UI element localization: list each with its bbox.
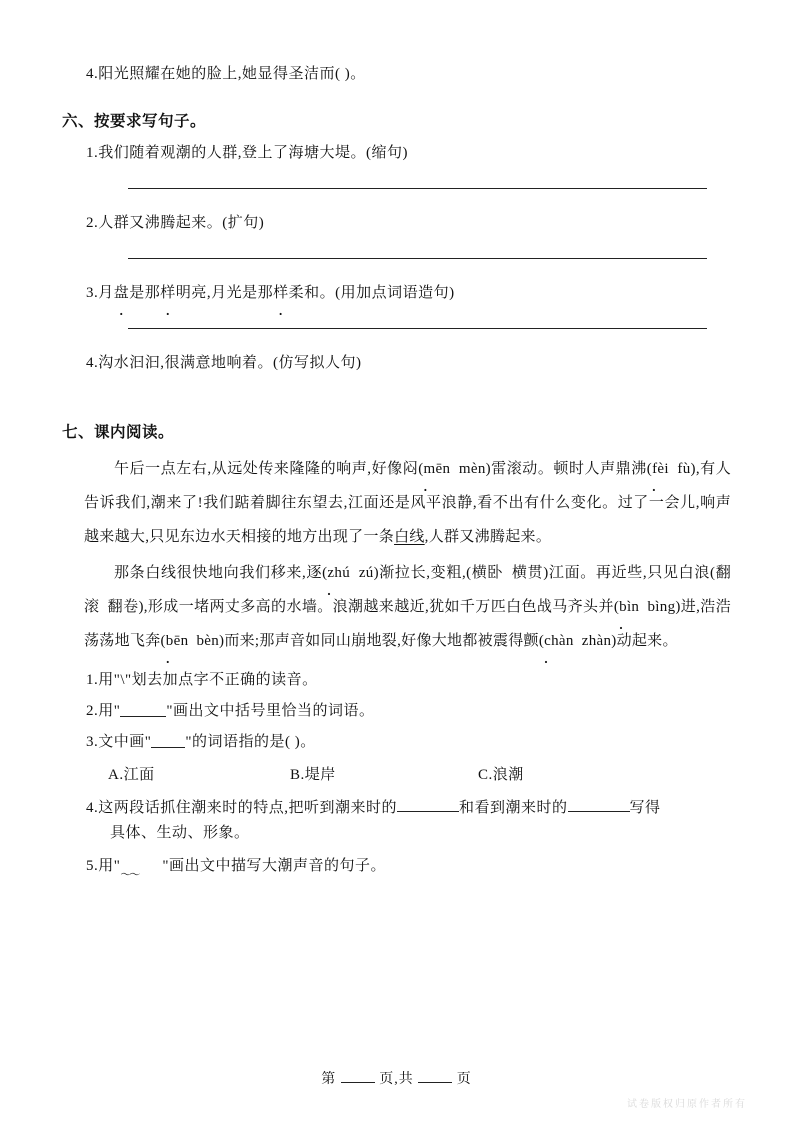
reading-paragraph-2: 那条白线很快地向我们移来,逐(zhú zú)渐拉长,变粗,(横卧 横贯)江面。再近些,只见白浪(翻滚 翻卷),形成一堵两丈多高的水墙。浪潮越来越近,犹如千万匹白色战马齐头并(bìn bìng)进,浩浩荡荡地飞奔(bēn bèn)而来;那声音如同山崩地裂,好像大地都被震得颤(chàn zhàn)动起来。: [84, 565, 731, 649]
reading-question-3-options: [108, 763, 731, 784]
reading-passage: [62, 452, 731, 658]
reading-question-1: 1.用"\"划去加点字不正确的读音。: [86, 672, 318, 688]
watermark: 试卷版权归原作者所有: [627, 1099, 747, 1110]
answer-line-2[interactable]: [128, 258, 707, 259]
fill-blank[interactable]: [397, 811, 459, 812]
section-seven-title: 七、课内阅读。: [62, 424, 175, 441]
section-six-item-3: 3.月盘是那样明亮,月光是那样柔和。(用加点词语造句): [86, 285, 455, 301]
section-six-item-4: 4.沟水汩汩,很满意地响着。(仿写拟人句): [86, 355, 362, 371]
page-footer: [0, 1068, 793, 1088]
reading-question-4: 4.这两段话抓住潮来时的特点,把听到潮来时的 和看到潮来时的 写得: [86, 800, 661, 816]
reading-paragraph-1: 午后一点左右,从远处传来隆隆的响声,好像闷(mēn mèn)雷滚动。顿时人声鼎沸(fèi fù),有人告诉我们,潮来了!我们踮着脚往东望去,江面还是风平浪静,看不出有什么变化。过了一会儿,响声越来越大,只见东边水天相接的地方出现了一条白线,人群又沸腾起来。: [84, 461, 731, 545]
reading-question-3: 3.文中画" "的词语指的是( )。: [86, 734, 316, 750]
reading-question-4-continued: 具体、生动、形象。: [110, 825, 250, 841]
footer-prefix: 第: [321, 1072, 337, 1087]
section-six-item-1: 1.我们随着观潮的人群,登上了海塘大堤。(缩句): [86, 145, 408, 161]
answer-line-3[interactable]: [128, 328, 707, 329]
option-c[interactable]: C.浪潮: [478, 767, 524, 783]
footer-page-blank: [341, 1082, 375, 1083]
footer-suffix: 页: [456, 1072, 472, 1087]
reading-question-5: 5.用" "画出文中描写大潮声音的句子。: [86, 858, 386, 874]
fill-blank[interactable]: [568, 811, 630, 812]
answer-line-1[interactable]: [128, 188, 707, 189]
option-b[interactable]: B.堤岸: [290, 767, 336, 783]
footer-total-blank: [418, 1082, 452, 1083]
reading-question-2: 2.用" "画出文中括号里恰当的词语。: [86, 703, 375, 719]
top-question: 4.阳光照耀在她的脸上,她显得圣洁而( )。: [86, 66, 366, 82]
blank-underline: [120, 716, 166, 717]
footer-middle: 页,共: [379, 1072, 414, 1087]
blank-underline: [151, 747, 185, 748]
section-six-item-2: 2.人群又沸腾起来。(扩句): [86, 215, 265, 231]
underlined-term: 白线: [394, 529, 425, 545]
section-six-title: 六、按要求写句子。: [62, 113, 207, 130]
option-a[interactable]: A.江面: [108, 767, 155, 783]
